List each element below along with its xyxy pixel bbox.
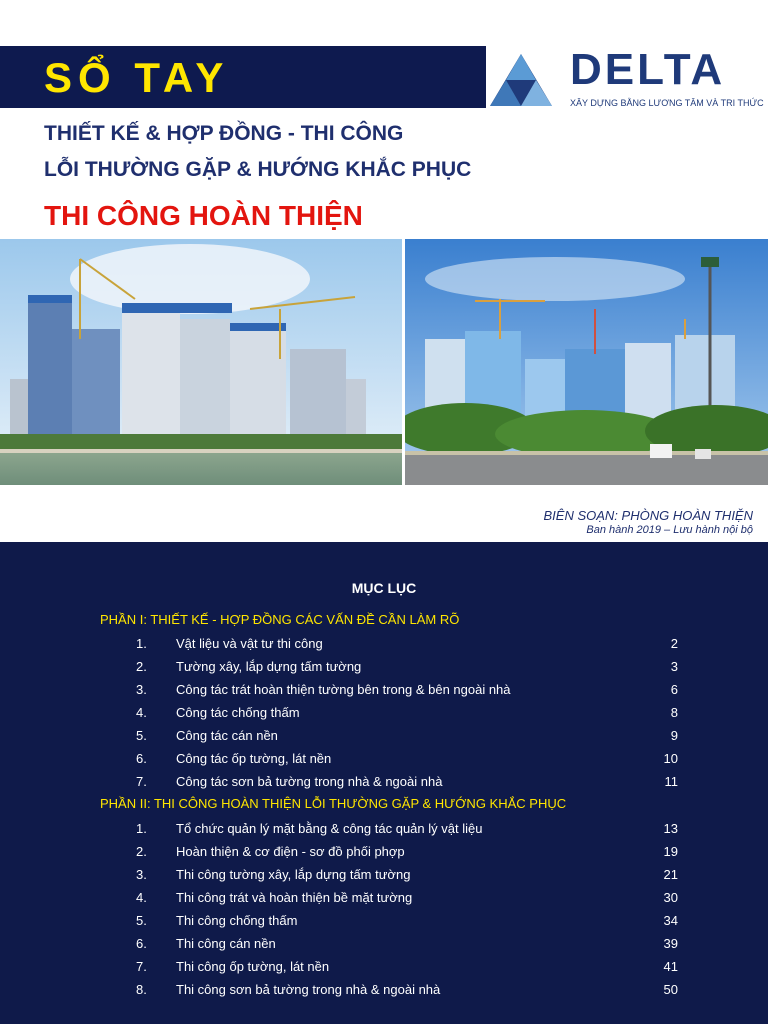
toc-heading: MỤC LỤC — [351, 580, 417, 596]
toc-item-number: 6. — [136, 751, 147, 766]
toc-item-text: Thi công tường xây, lắp dựng tấm tường — [176, 867, 411, 882]
toc-item[interactable] — [0, 844, 768, 864]
toc-item-number: 8. — [136, 982, 147, 997]
toc-item-page: 34 — [663, 913, 678, 928]
toc-item-text: Công tác trát hoàn thiện tường bên trong & bên ngoài nhà — [176, 682, 511, 697]
toc-item[interactable] — [0, 774, 768, 794]
toc-item-number: 4. — [136, 705, 147, 720]
brand-name: DELTA — [570, 45, 726, 94]
subtitle-line-2: LỖI THƯỜNG GẶP & HƯỚNG KHẮC PHỤC — [44, 158, 472, 181]
toc-item-text: Tổ chức quản lý mặt bằng & công tác quản lý vật liệu — [176, 821, 483, 836]
toc-item-page: 39 — [663, 936, 678, 951]
toc-item-number: 2. — [136, 844, 147, 859]
toc-item[interactable] — [0, 936, 768, 956]
toc-part-1-title[interactable]: PHẦN I: THIẾT KẾ - HỢP ĐỒNG CÁC VẤN ĐỀ CẦN LÀM RÕ — [100, 612, 460, 627]
toc-item-page: 30 — [663, 890, 678, 905]
construction-site-photo-waterfront — [0, 239, 402, 485]
toc-item-number: 5. — [136, 728, 147, 743]
toc-item-text: Thi công ốp tường, lát nền — [176, 959, 330, 974]
toc-item-page: 50 — [663, 982, 678, 997]
toc-item-page: 13 — [663, 821, 678, 836]
table-of-contents — [0, 542, 768, 1024]
toc-item-page: 41 — [663, 959, 678, 974]
toc-item-number: 6. — [136, 936, 147, 951]
toc-item-text: Công tác ốp tường, lát nền — [176, 751, 332, 766]
toc-item-page: 3 — [670, 659, 678, 674]
toc-item[interactable] — [0, 636, 768, 656]
toc-item[interactable] — [0, 982, 768, 1002]
toc-item-page: 9 — [670, 728, 678, 743]
toc-item-number: 2. — [136, 659, 147, 674]
triangle-logo-icon — [488, 52, 554, 108]
toc-item[interactable] — [0, 821, 768, 841]
toc-item[interactable] — [0, 890, 768, 910]
toc-item[interactable] — [0, 705, 768, 725]
toc-item-text: Hoàn thiện & cơ điện - sơ đồ phối phợp — [176, 844, 405, 859]
toc-item-text: Công tác sơn bả tường trong nhà & ngoài nhà — [176, 774, 443, 789]
toc-item-text: Vật liệu và vật tư thi công — [176, 636, 323, 651]
main-title: THI CÔNG HOÀN THIỆN — [44, 200, 363, 231]
delta-logo — [488, 45, 768, 110]
toc-item[interactable] — [0, 682, 768, 702]
subtitle-line-1: THIẾT KẾ & HỢP ĐỒNG - THI CÔNG — [44, 122, 404, 145]
brand-tagline: XÂY DỰNG BẰNG LƯƠNG TÂM VÀ TRI THỨC — [570, 98, 764, 108]
toc-item-page: 19 — [663, 844, 678, 859]
toc-item-text: Thi công sơn bả tường trong nhà & ngoài nhà — [176, 982, 441, 997]
toc-item-number: 3. — [136, 867, 147, 882]
toc-item-page: 8 — [670, 705, 678, 720]
issue-note: Ban hành 2019 – Lưu hành nội bộ — [586, 524, 753, 536]
toc-item-page: 11 — [664, 774, 678, 789]
toc-item-number: 7. — [136, 774, 147, 789]
toc-item-number: 1. — [136, 821, 147, 836]
toc-item-number: 4. — [136, 890, 147, 905]
toc-item[interactable] — [0, 959, 768, 979]
toc-item[interactable] — [0, 751, 768, 771]
toc-item-text: Thi công chống thấm — [176, 913, 298, 928]
toc-item-page: 6 — [670, 682, 678, 697]
toc-item-text: Thi công trát và hoàn thiện bề mặt tường — [176, 890, 413, 905]
toc-part-2-title[interactable]: PHẦN II: THI CÔNG HOÀN THIỆN LỖI THƯỜNG GẶP & HƯỚNG KHẮC PHỤC — [100, 796, 567, 811]
toc-item-number: 5. — [136, 913, 147, 928]
toc-item-text: Thi công cán nền — [176, 936, 276, 951]
toc-item-page: 10 — [663, 751, 678, 766]
toc-item[interactable] — [0, 659, 768, 679]
toc-item-number: 1. — [136, 636, 147, 651]
construction-site-photo-roadside — [405, 239, 768, 485]
toc-item-page: 2 — [670, 636, 678, 651]
toc-item[interactable] — [0, 913, 768, 933]
handbook-title: SỔ TAY — [44, 54, 230, 101]
toc-item-number: 7. — [136, 959, 147, 974]
toc-item-text: Công tác cán nền — [176, 728, 278, 743]
toc-item-page: 21 — [663, 867, 678, 882]
toc-item-text: Công tác chống thấm — [176, 705, 300, 720]
toc-item[interactable] — [0, 728, 768, 748]
toc-item[interactable] — [0, 867, 768, 887]
toc-item-number: 3. — [136, 682, 147, 697]
author-credit: BIÊN SOẠN: PHÒNG HOÀN THIỆN — [543, 508, 753, 523]
toc-item-text: Tường xây, lắp dựng tấm tường — [176, 659, 362, 674]
